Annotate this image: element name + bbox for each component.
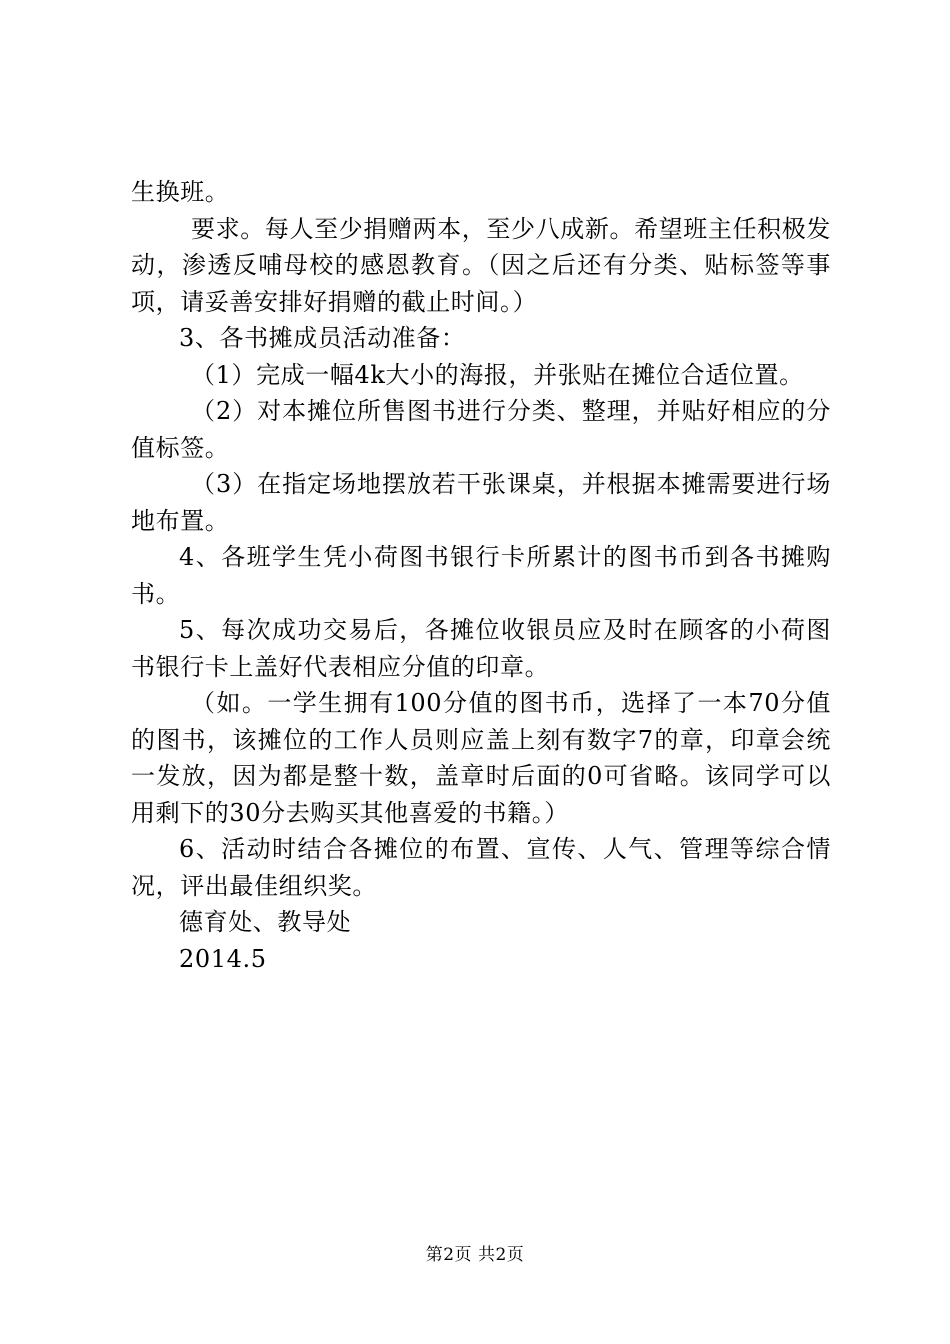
paragraph-subitem-2: （2）对本摊位所售图书进行分类、整理，并贴好相应的分值标签。 xyxy=(131,397,831,462)
signature: 德育处、教导处 xyxy=(179,908,352,936)
paragraph-item-6: 6、活动时结合各摊位的布置、宣传、人气、管理等综合情况，评出最佳组织奖。 xyxy=(131,835,831,900)
page-footer: 第2页 共2页 xyxy=(425,1245,525,1265)
document-body xyxy=(131,174,831,977)
paragraph-requirements: 要求。每人至少捐赠两本，至少八成新。希望班主任积极发动，渗透反哺母校的感恩教育。（因之后还有分类、贴标签等事项，请妥善安排好捐赠的截止时间。） xyxy=(131,214,831,316)
paragraph-example: （如。一学生拥有100分值的图书币，选择了一本70分值的图书，该摊位的工作人员则应盖上刻有数字7的章，印章会统一发放，因为都是整十数，盖章时后面的0可省略。该同学可以用剩下的30分去购买其他喜爱的书籍。） xyxy=(131,689,831,827)
paragraph-subitem-3: （3）在指定场地摆放若干张课桌，并根据本摊需要进行场地布置。 xyxy=(131,470,831,535)
document-date: 2014.5 xyxy=(179,944,267,973)
paragraph-item-5: 5、每次成功交易后，各摊位收银员应及时在顾客的小荷图书银行卡上盖好代表相应分值的印章。 xyxy=(131,616,831,681)
paragraph-item-4: 4、各班学生凭小荷图书银行卡所累计的图书币到各书摊购书。 xyxy=(131,543,831,608)
paragraph-item-3: 3、各书摊成员活动准备： xyxy=(179,324,466,352)
paragraph-subitem-1: （1）完成一幅4k大小的海报，并张贴在摊位合适位置。 xyxy=(191,360,804,389)
paragraph-continuation: 生换班。 xyxy=(131,178,230,206)
